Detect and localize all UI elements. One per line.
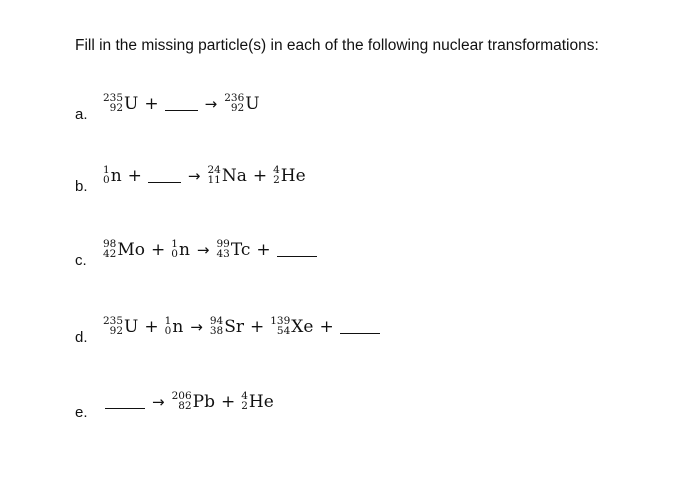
- plus-sign: +: [250, 317, 265, 337]
- nuclide: 1 0 n: [164, 315, 184, 337]
- nuclide: 94 38 Sr: [209, 315, 244, 337]
- nuclide: 235 92 U: [103, 315, 139, 337]
- equation-a: [103, 93, 260, 113]
- nuclide: 24 11 Na: [207, 164, 247, 186]
- arrow-icon: →: [190, 318, 203, 336]
- answer-blank-b[interactable]: [148, 181, 181, 183]
- arrow-icon: →: [187, 167, 201, 185]
- nuclide: 139 54 Xe: [270, 315, 314, 337]
- equation-c: [103, 239, 317, 259]
- plus-sign: +: [256, 240, 271, 260]
- plus-sign: +: [220, 392, 236, 412]
- answer-blank-e[interactable]: [105, 407, 145, 409]
- answer-blank-a[interactable]: [165, 109, 198, 111]
- equation-d: [103, 316, 380, 336]
- nuclide: 99 43 Tc: [216, 238, 251, 260]
- plus-sign: +: [127, 166, 142, 186]
- answer-blank-c[interactable]: [277, 255, 317, 257]
- equation-e: [105, 391, 274, 411]
- plus-sign: +: [144, 317, 159, 337]
- nuclide: 1 0 n: [103, 164, 122, 186]
- arrow-icon: →: [152, 393, 165, 411]
- nuclide: 235 92 U: [103, 92, 139, 114]
- instructions: Fill in the missing particle(s) in each of the following nuclear transformations:: [75, 37, 599, 54]
- nuclide: 1 0 n: [171, 238, 190, 260]
- nuclide: 236 92 U: [224, 92, 260, 114]
- answer-blank-d[interactable]: [340, 332, 380, 334]
- arrow-icon: →: [204, 95, 218, 113]
- item-b-letter: b.: [75, 178, 88, 195]
- item-e-letter: e.: [75, 404, 88, 421]
- plus-sign: +: [151, 240, 166, 260]
- nuclide: 4 2 He: [273, 164, 306, 186]
- nuclide: 4 2 He: [241, 390, 274, 412]
- nuclide: 206 82 Pb: [171, 390, 215, 412]
- plus-sign: +: [319, 317, 334, 337]
- item-d-letter: d.: [75, 329, 88, 346]
- item-c-letter: c.: [75, 252, 87, 269]
- equation-b: [103, 165, 306, 185]
- nuclide: 98 42 Mo: [103, 238, 146, 260]
- item-a-letter: a.: [75, 106, 88, 123]
- arrow-icon: →: [196, 241, 210, 259]
- plus-sign: +: [144, 94, 159, 114]
- plus-sign: +: [252, 166, 268, 186]
